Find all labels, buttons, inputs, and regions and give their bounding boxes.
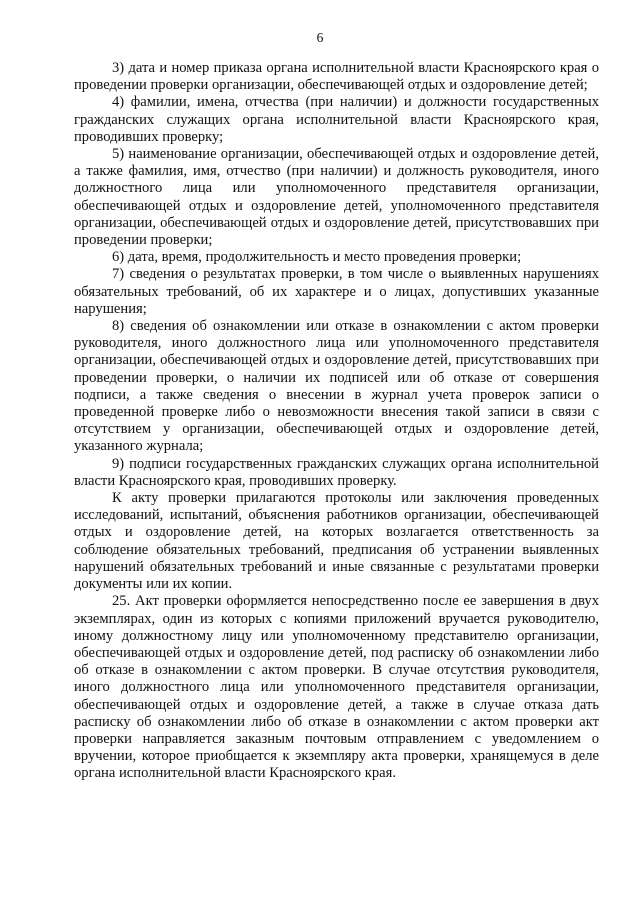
document-body [74, 60, 599, 783]
paragraph-item-6: 6) дата, время, продолжительность и место проведения проверки; [112, 249, 522, 266]
paragraph-item-9: 9) подписи государственных гражданских служащих органа исполнительной власти Красноярского края, проводивших проверку. [74, 455, 599, 489]
paragraph-item-5: 5) наименование организации, обеспечивающей отдых и оздоровление детей, а также фамилия, имя, отчество (при наличии) и должность руководителя, иного должностного лица или уполномоченного представителя организации, обеспечивающей отдых и оздоровление детей, уполномоченного представителя организации, обеспечивающей отдых и оздоровление детей, присутствовавших при проведении проверки; [74, 146, 599, 249]
paragraph-section-25: 25. Акт проверки оформляется непосредственно после ее завершения в двух экземплярах, один из которых с копиями приложений вручается руководителю, иному должностному лицу или уполномоченному представителю организации, обеспечивающей отдых и оздоровление детей, под расписку об ознакомлении либо об отказе в ознакомлении с актом проверки. В случае отсутствия руководителя, иного должностного лица или уполномоченного представителя организации, обеспечивающей отдых и оздоровление детей, а также в случае отказа дать расписку об ознакомлении либо об отказе в ознакомлении с актом проверки акт проверки направляется заказным почтовым отправлением с уведомлением о вручении, которое приобщается к экземпляру акта проверки, хранящемуся в деле органа исполнительной власти Красноярского края. [74, 593, 599, 782]
paragraph-item-8: 8) сведения об ознакомлении или отказе в ознакомлении с актом проверки руководителя, иного должностного лица или уполномоченного представителя организации, обеспечивающей отдых и оздоровление детей, присутствовавших при проведении проверки, о наличии их подписей или об отказе от совершения подписи, а также сведения о внесении в журнал учета проверок записи о проведенной проверке либо о невозможности внесения такой записи в связи с отсутствием у организации, обеспечивающей отдых и оздоровление детей, указанного журнала; [74, 318, 599, 455]
paragraph-attachments: К акту проверки прилагаются протоколы или заключения проведенных исследований, испытаний, объяснения работников организации, обеспечивающей отдых и оздоровление детей, на которых возлагается ответственность за соблюдение обязательных требований, предписания об устранении выявленных нарушений обязательных требований и иные связанные с результатами проверки документы или их копии. [74, 490, 599, 593]
page-number: 6 [316, 30, 324, 45]
paragraph-item-3: 3) дата и номер приказа органа исполнительной власти Красноярского края о проведении проверки организации, обеспечивающей отдых и оздоровление детей; [74, 60, 599, 94]
paragraph-item-4: 4) фамилии, имена, отчества (при наличии) и должности государственных гражданских служащих органа исполнительной власти Красноярского края, проводивших проверку; [74, 94, 599, 145]
paragraph-item-7: 7) сведения о результатах проверки, в том числе о выявленных нарушениях обязательных требований, об их характере и о лицах, допустивших указанные нарушения; [74, 266, 599, 317]
